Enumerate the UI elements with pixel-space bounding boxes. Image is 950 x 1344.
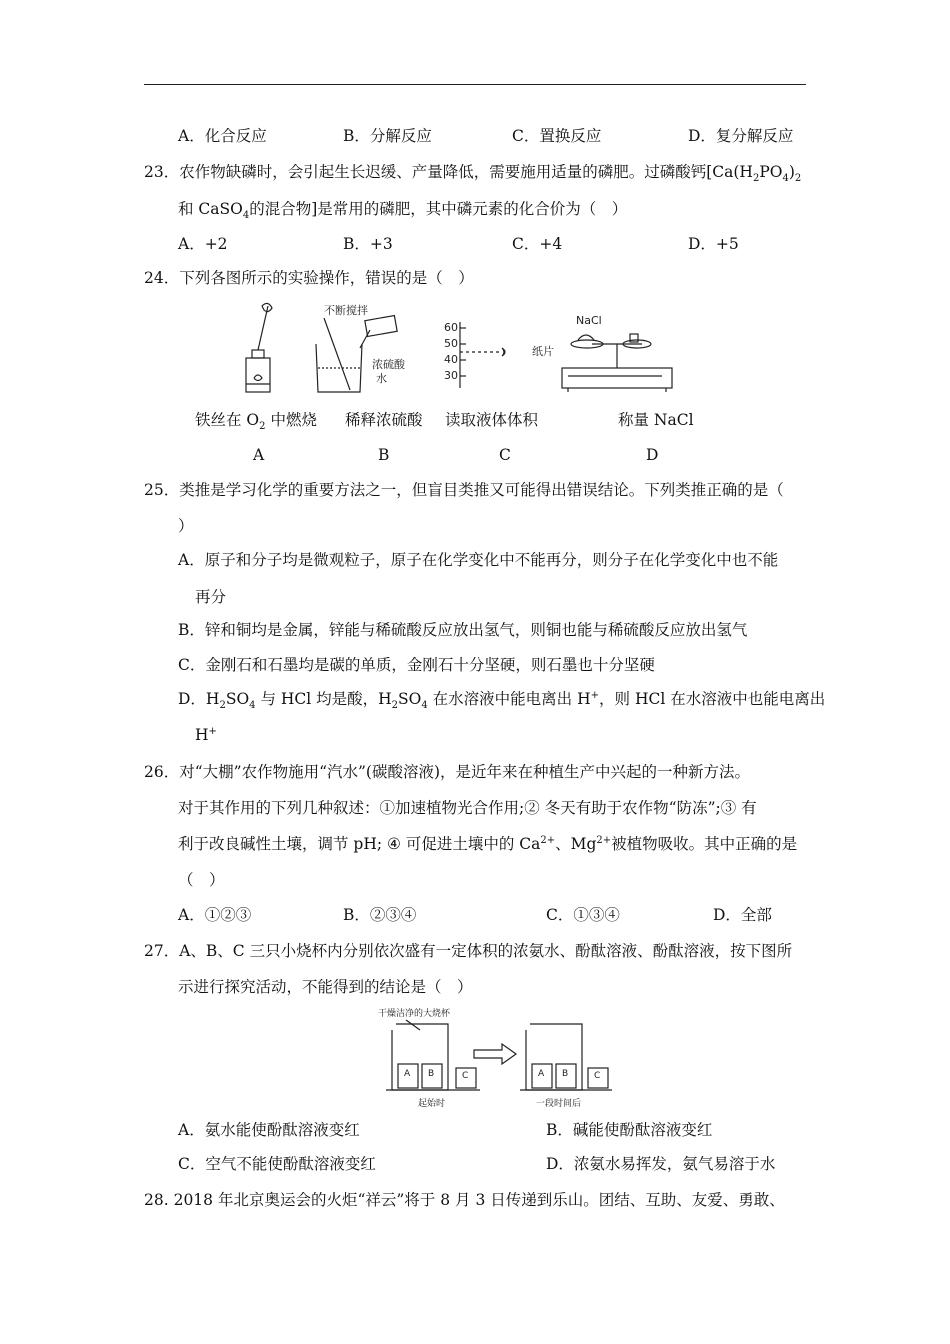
label-a-later: A (538, 1069, 545, 1079)
q25-option-b: B．锌和铜均是金属，锌能与稀硫酸反应放出氢气，则铜也能与稀硫酸反应放出氢气 (178, 621, 748, 639)
q24-letter-d: D (646, 446, 659, 464)
q26-stem-line2: 对于其作用的下列几种叙述：①加速植物光合作用;② 冬天有助于农作物“防冻”;③ 有 (178, 799, 757, 817)
q28-stem-line1: 28. 2018 年北京奥运会的火炬“祥云”将于 8 月 3 日传递到乐山。团结、互助、友爱、勇敢、 (144, 1191, 785, 1209)
label-b-later: B (562, 1069, 569, 1079)
q24-caption-a: 铁丝在 $O_2$ 中燃烧 (195, 411, 317, 433)
q27-figure (376, 1006, 616, 1110)
q26-stem-line3: 利于改良碱性土壤，调节 pH; ④ 可促进土壤中的 $Ca^{2+}$、$Mg^{2+}$被植物吸收。其中正确的是 (178, 834, 798, 853)
q26-stem-line4: （ ） (178, 871, 225, 889)
q24-letter-c: C (499, 446, 511, 464)
label-start: 起始时 (418, 1099, 446, 1109)
label-a-start: A (404, 1069, 411, 1079)
q23-option-d: D．+5 (688, 235, 739, 253)
q26-option-d: D．全部 (713, 906, 772, 924)
arrow-icon (474, 1044, 516, 1064)
q26-option-b: B．②③④ (343, 906, 417, 924)
q25-option-a-line1: A．原子和分子均是微观粒子，原子在化学变化中不能再分，则分子在化学变化中也不能 (178, 551, 779, 569)
q27-stem-line1: 27．A、B、C 三只小烧杯内分别依次盛有一定体积的浓氨水、酚酞溶液、酚酞溶液，按下图所 (144, 942, 793, 960)
q27-option-d: D．浓氨水易挥发，氨气易溶于水 (546, 1155, 776, 1173)
q26-option-a: A．①②③ (178, 906, 252, 924)
q22-option-d: D．复分解反应 (688, 127, 794, 145)
label-stir: 不断搅拌 (324, 304, 368, 317)
iron-wire-bottle-illustration (246, 303, 272, 392)
q25-option-c: C．金刚石和石墨均是碳的单质，金刚石十分坚硬，则石墨也十分坚硬 (178, 656, 655, 674)
q24-letter-b: B (378, 446, 390, 464)
q23-option-c: C．+4 (512, 235, 563, 253)
q24-figure (232, 300, 692, 400)
q24-caption-c: 读取液体体积 (445, 411, 539, 429)
balance-illustration (562, 334, 672, 392)
big-beaker-later (526, 1024, 582, 1090)
q24-stem: 24．下列各图所示的实验操作，错误的是（ ） (144, 269, 474, 287)
q23-option-b: B．+3 (343, 235, 393, 253)
label-nacl: NaCl (576, 314, 602, 327)
q23-option-a: A．+2 (178, 235, 228, 253)
tick-60: 60 (444, 321, 458, 334)
header-rule (144, 84, 806, 85)
q23-stem-line1: 23．农作物缺磷时，会引起生长迟缓、产量降低，需要施用适量的磷肥。过磷酸钙[$Ca(H_2PO_4)_2$ (144, 163, 802, 185)
label-c-later: C (594, 1071, 601, 1081)
q22-option-c: C．置换反应 (512, 127, 602, 145)
q25-option-d-line2: H+ (195, 725, 217, 744)
q24-letter-a: A (253, 446, 265, 464)
q24-caption-d: 称量 NaCl (618, 411, 694, 429)
q26-option-c: C．①③④ (546, 906, 620, 924)
q27-option-a: A．氨水能使酚酞溶液变红 (178, 1121, 360, 1139)
q23-stem-line2: 和 CaSO$_4$的混合物]是常用的磷肥，其中磷元素的化合价为（ ） (178, 200, 628, 222)
q27-option-b: B．碱能使酚酞溶液变红 (546, 1121, 713, 1139)
q27-option-c: C．空气不能使酚酞溶液变红 (178, 1155, 376, 1173)
q22-option-a: A．化合反应 (178, 127, 267, 145)
q26-stem-line1: 26．对“大棚”农作物施用“汽水”(碳酸溶液)，是近年来在种植生产中兴起的一种新方法。 (144, 763, 751, 781)
tick-50: 50 (444, 337, 458, 350)
q27-stem-line2: 示进行探究活动，不能得到的结论是（ ） (178, 978, 473, 996)
q25-option-d-line1: D．$H_2SO_4$ 与 HCl 均是酸，$H_2SO_4$ 在水溶液中能电离出 H+，则 HCl 在水溶液中也能电离出 (178, 689, 826, 712)
big-beaker-start (392, 1024, 448, 1090)
cylinder-illustration (460, 322, 505, 388)
q25-stem: 25．类推是学习化学的重要方法之一，但盲目类推又可能得出错误结论。下列类推正确的是（ (144, 481, 784, 499)
tick-30: 30 (444, 369, 458, 382)
label-paper: 纸片 (532, 345, 554, 358)
label-later: 一段时间后 (536, 1099, 582, 1109)
label-water: 水 (376, 372, 387, 385)
label-b-start: B (428, 1069, 435, 1079)
q24-caption-b: 稀释浓硫酸 (345, 411, 423, 429)
label-c-start: C (462, 1071, 469, 1081)
q25-option-a-line2: 再分 (195, 588, 227, 606)
label-beaker: 干燥洁净的大烧杯 (378, 1009, 451, 1019)
q22-option-b: B．分解反应 (343, 127, 432, 145)
tick-40: 40 (444, 353, 458, 366)
label-acid: 浓硫酸 (372, 358, 405, 371)
q25-stem-cont: ） (178, 517, 194, 535)
